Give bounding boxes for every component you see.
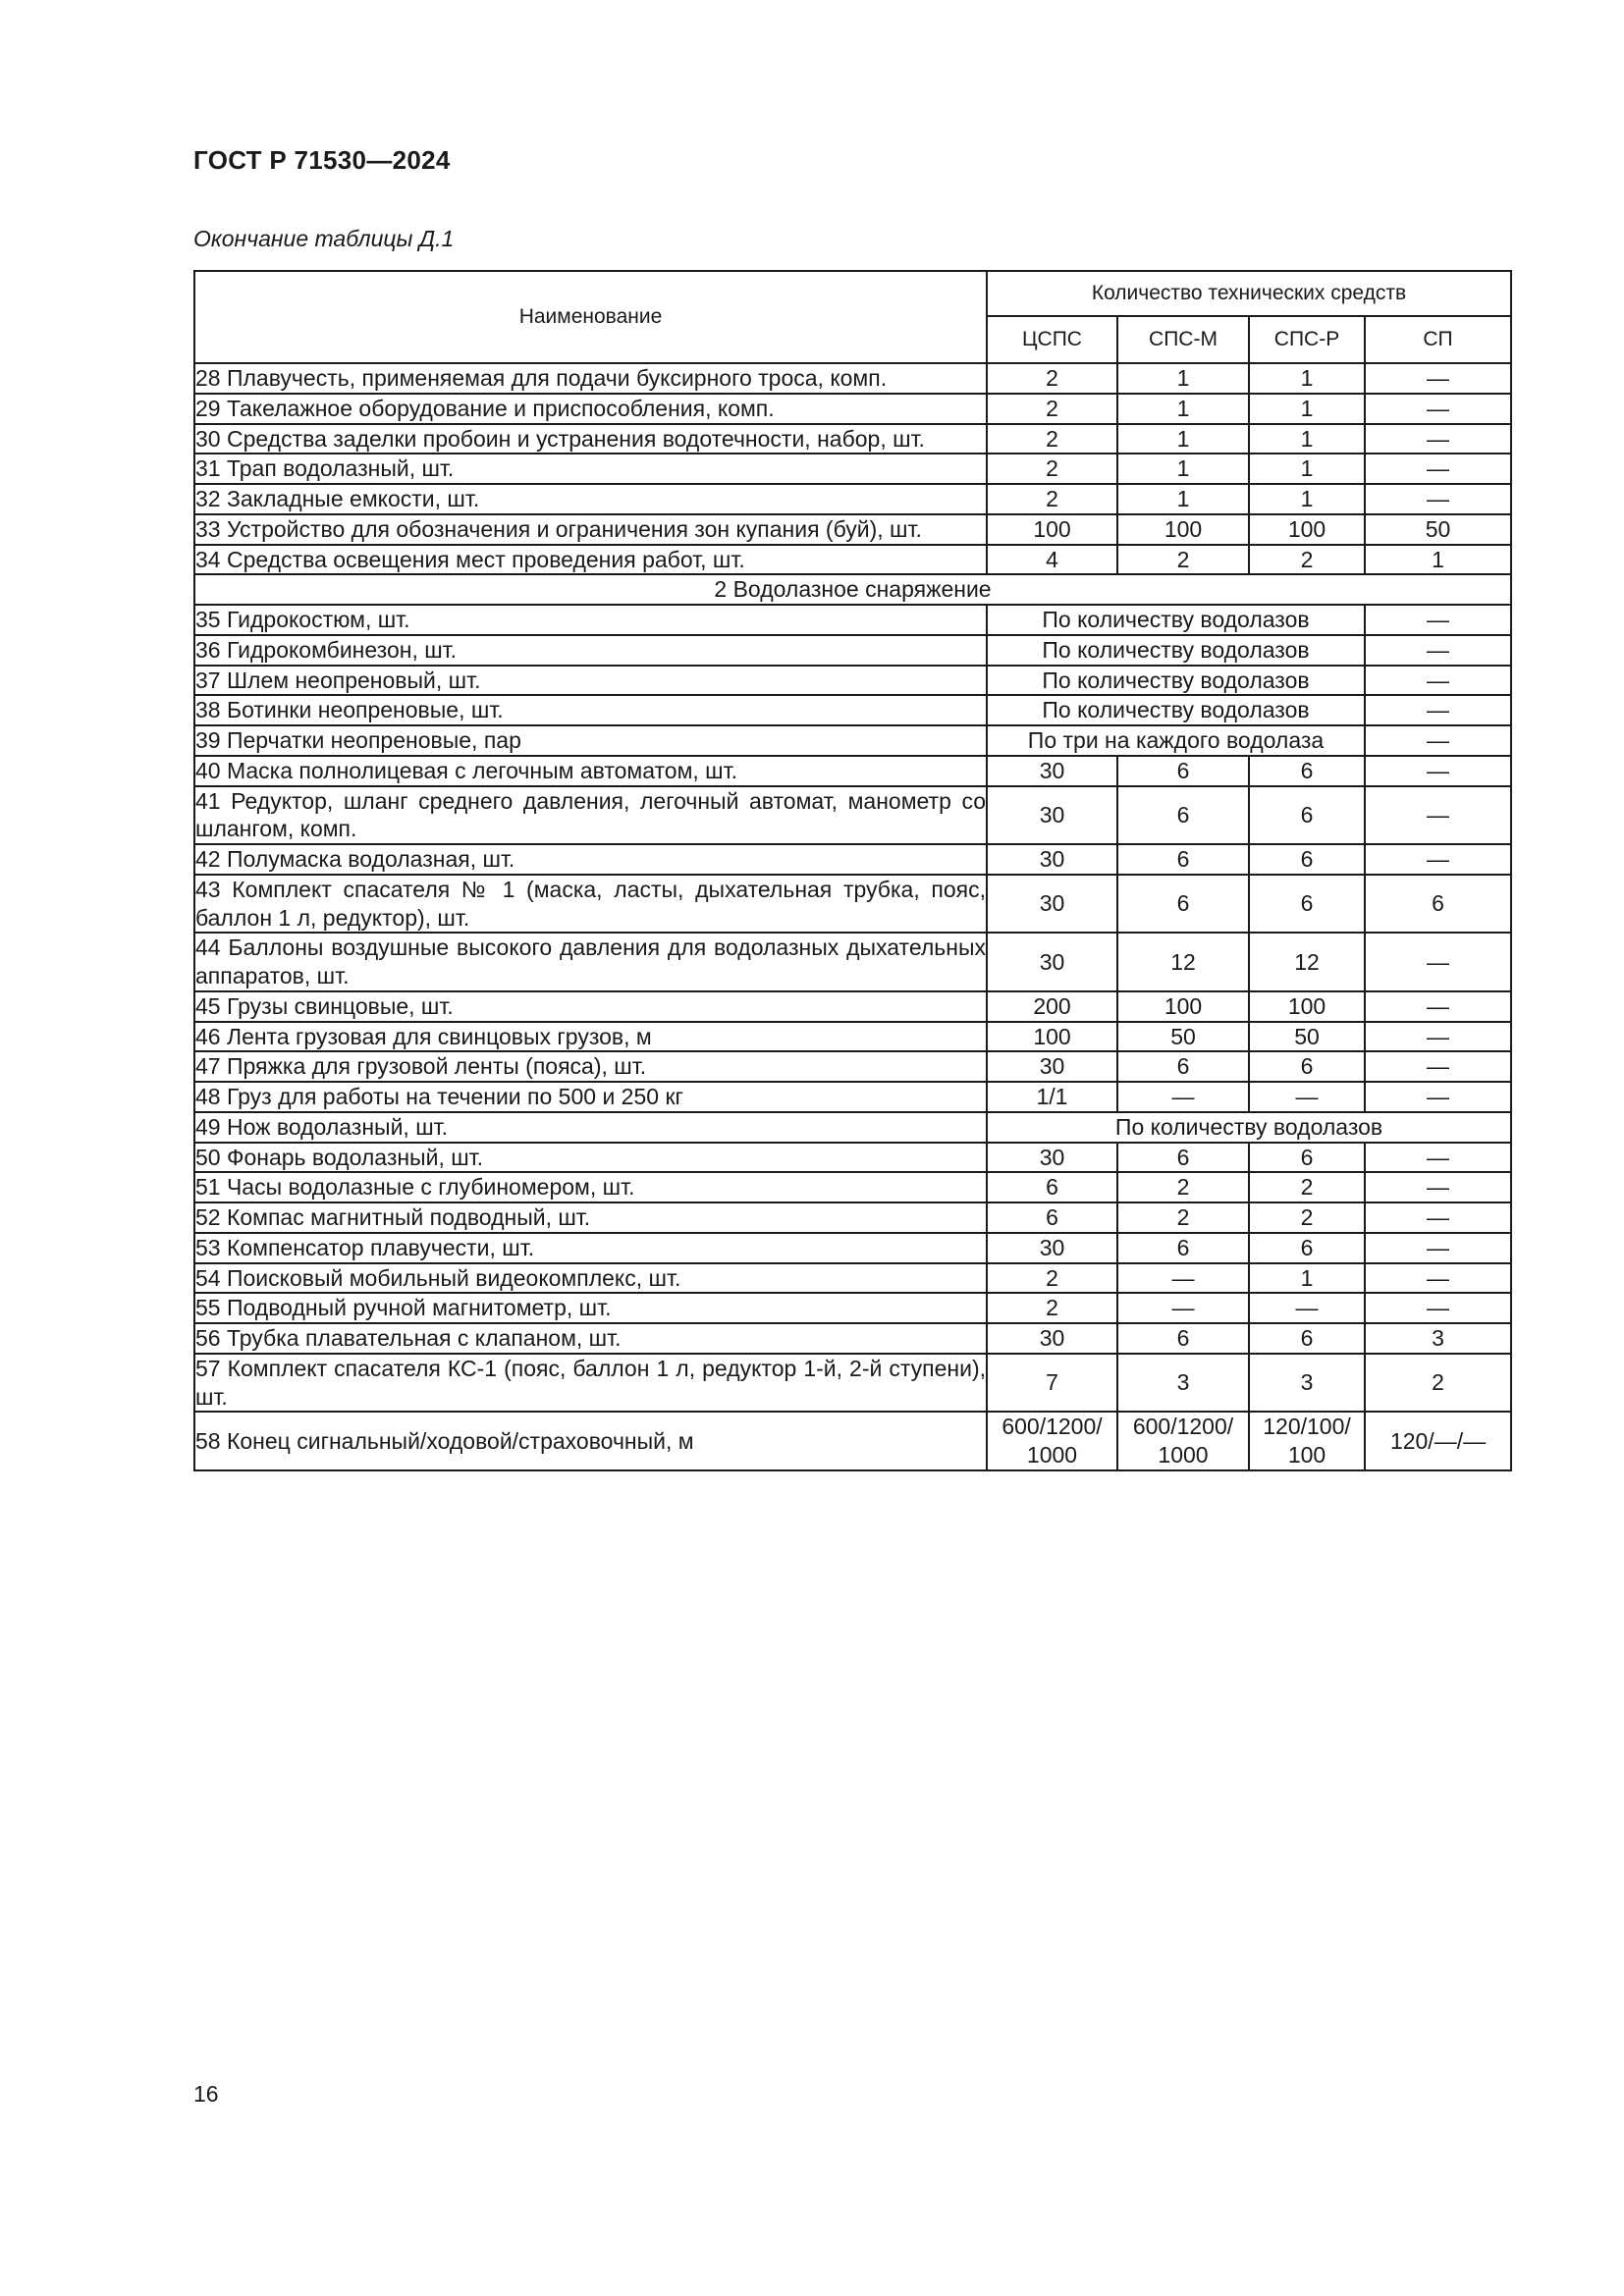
row-name-cell: 45 Грузы свинцовые, шт. — [194, 991, 987, 1022]
table-row — [194, 786, 1511, 845]
column-header-csps: ЦСПС — [987, 316, 1117, 363]
row-name-cell: 58 Конец сигнальный/ходовой/страховочный, м — [194, 1412, 987, 1470]
table-row — [194, 666, 1511, 696]
quantity-cell: 30 — [987, 756, 1117, 786]
quantity-cell: 2 — [987, 454, 1117, 484]
quantity-cell: — — [1365, 605, 1511, 635]
table-row — [194, 1233, 1511, 1263]
quantity-cell: 100 — [1117, 991, 1249, 1022]
quantity-cell: 100 — [1117, 514, 1249, 545]
quantity-cell: 1 — [1249, 454, 1365, 484]
merged-quantity-cell: По количеству водолазов — [987, 666, 1365, 696]
row-name-cell: 55 Подводный ручной магнитометр, шт. — [194, 1293, 987, 1323]
section-row — [194, 574, 1511, 605]
quantity-cell: — — [1365, 484, 1511, 514]
table-row — [194, 1412, 1511, 1470]
equipment-table — [193, 270, 1512, 1471]
quantity-cell: 6 — [1117, 1323, 1249, 1354]
quantity-cell: — — [1117, 1263, 1249, 1294]
row-name-cell: 50 Фонарь водолазный, шт. — [194, 1143, 987, 1173]
quantity-cell: 6 — [1365, 875, 1511, 934]
quantity-cell: 6 — [1117, 1051, 1249, 1082]
quantity-cell: 100 — [1249, 991, 1365, 1022]
quantity-cell: 600/1200/ 1000 — [1117, 1412, 1249, 1470]
quantity-cell: 6 — [1249, 875, 1365, 934]
quantity-cell: — — [1365, 454, 1511, 484]
quantity-cell: — — [1249, 1293, 1365, 1323]
quantity-cell: 3 — [1117, 1354, 1249, 1413]
column-header-sp: СП — [1365, 316, 1511, 363]
row-name-cell: 49 Нож водолазный, шт. — [194, 1112, 987, 1143]
quantity-cell: 30 — [987, 1143, 1117, 1173]
quantity-cell: 6 — [987, 1172, 1117, 1202]
table-row — [194, 756, 1511, 786]
quantity-cell: 6 — [1249, 1143, 1365, 1173]
quantity-cell: — — [1117, 1293, 1249, 1323]
table-row — [194, 725, 1511, 756]
quantity-cell: 2 — [987, 1293, 1117, 1323]
quantity-cell: 6 — [1249, 756, 1365, 786]
quantity-cell: 1 — [1249, 1263, 1365, 1294]
quantity-cell: 3 — [1249, 1354, 1365, 1413]
row-name-cell: 56 Трубка плавательная с клапаном, шт. — [194, 1323, 987, 1354]
quantity-cell: — — [1365, 1172, 1511, 1202]
quantity-cell: 1/1 — [987, 1082, 1117, 1112]
table-row — [194, 1354, 1511, 1413]
quantity-cell: 6 — [1117, 875, 1249, 934]
quantity-cell: — — [1365, 1293, 1511, 1323]
quantity-cell: 1 — [1249, 363, 1365, 394]
row-name-cell: 30 Средства заделки пробоин и устранения водотечности, набор, шт. — [194, 424, 987, 454]
row-name-cell: 34 Средства освещения мест проведения работ, шт. — [194, 545, 987, 575]
table-row — [194, 1082, 1511, 1112]
quantity-cell: 1 — [1117, 363, 1249, 394]
row-name-cell: 41 Редуктор, шланг среднего давления, легочный автомат, манометр со шлангом, комп. — [194, 786, 987, 845]
quantity-cell: 600/1200/ 1000 — [987, 1412, 1117, 1470]
quantity-cell: 6 — [1117, 786, 1249, 845]
table-caption: Окончание таблицы Д.1 — [193, 226, 455, 251]
quantity-cell: 2 — [1117, 545, 1249, 575]
quantity-cell: 2 — [1365, 1354, 1511, 1413]
row-name-cell: 36 Гидрокомбинезон, шт. — [194, 635, 987, 666]
row-name-cell: 47 Пряжка для грузовой ленты (пояса), шт. — [194, 1051, 987, 1082]
quantity-cell: — — [1365, 666, 1511, 696]
quantity-cell: 2 — [1249, 1202, 1365, 1233]
table-row — [194, 844, 1511, 875]
quantity-cell: — — [1365, 635, 1511, 666]
quantity-cell: 2 — [987, 394, 1117, 424]
table-row — [194, 1172, 1511, 1202]
table-row — [194, 695, 1511, 725]
quantity-cell: — — [1365, 844, 1511, 875]
name-column-header: Наименование — [194, 271, 987, 363]
quantity-cell: — — [1365, 1022, 1511, 1052]
quantity-cell: 50 — [1117, 1022, 1249, 1052]
row-name-cell: 42 Полумаска водолазная, шт. — [194, 844, 987, 875]
quantity-cell: 200 — [987, 991, 1117, 1022]
quantity-cell: 50 — [1365, 514, 1511, 545]
row-name-cell: 43 Комплект спасателя № 1 (маска, ласты, дыхательная трубка, пояс, баллон 1 л, редуктор), шт. — [194, 875, 987, 934]
table-row — [194, 545, 1511, 575]
table-row — [194, 1051, 1511, 1082]
quantity-cell: 1 — [1249, 394, 1365, 424]
table-body — [194, 363, 1511, 1470]
table-row — [194, 1112, 1511, 1143]
table-row — [194, 363, 1511, 394]
quantity-cell: — — [1365, 424, 1511, 454]
quantity-cell: 30 — [987, 1233, 1117, 1263]
quantity-cell: 50 — [1249, 1022, 1365, 1052]
quantity-cell: 7 — [987, 1354, 1117, 1413]
merged-quantity-cell: По три на каждого водолаза — [987, 725, 1365, 756]
table-row — [194, 1202, 1511, 1233]
quantity-cell: — — [1365, 394, 1511, 424]
merged-quantity-cell: По количеству водолазов — [987, 1112, 1511, 1143]
table-row — [194, 514, 1511, 545]
quantity-cell: 2 — [987, 424, 1117, 454]
row-name-cell: 54 Поисковый мобильный видеокомплекс, шт. — [194, 1263, 987, 1294]
row-name-cell: 39 Перчатки неопреновые, пар — [194, 725, 987, 756]
row-name-cell: 53 Компенсатор плавучести, шт. — [194, 1233, 987, 1263]
quantity-cell: — — [1365, 756, 1511, 786]
quantity-cell: — — [1365, 1263, 1511, 1294]
page-number: 16 — [193, 2081, 219, 2107]
quantity-cell: 30 — [987, 875, 1117, 934]
quantity-cell: — — [1117, 1082, 1249, 1112]
table-row — [194, 991, 1511, 1022]
quantity-cell: 2 — [1249, 545, 1365, 575]
row-name-cell: 46 Лента грузовая для свинцовых грузов, м — [194, 1022, 987, 1052]
quantity-cell: — — [1365, 933, 1511, 991]
quantity-cell: — — [1365, 991, 1511, 1022]
quantity-cell: — — [1365, 1143, 1511, 1173]
quantity-cell: 6 — [1249, 786, 1365, 845]
quantity-cell: 30 — [987, 933, 1117, 991]
quantity-cell: 120/100/ 100 — [1249, 1412, 1365, 1470]
quantity-cell: — — [1365, 1202, 1511, 1233]
quantity-cell: 100 — [987, 1022, 1117, 1052]
table-row — [194, 1263, 1511, 1294]
quantity-cell: 100 — [1249, 514, 1365, 545]
row-name-cell: 32 Закладные емкости, шт. — [194, 484, 987, 514]
row-name-cell: 52 Компас магнитный подводный, шт. — [194, 1202, 987, 1233]
quantity-cell: 2 — [987, 363, 1117, 394]
quantity-cell: 2 — [1117, 1172, 1249, 1202]
quantity-cell: 1 — [1117, 394, 1249, 424]
quantity-cell: 30 — [987, 1051, 1117, 1082]
table-row — [194, 454, 1511, 484]
column-header-sps-m: СПС-М — [1117, 316, 1249, 363]
quantity-cell: 6 — [1117, 756, 1249, 786]
row-name-cell: 37 Шлем неопреновый, шт. — [194, 666, 987, 696]
row-name-cell: 38 Ботинки неопреновые, шт. — [194, 695, 987, 725]
quantity-cell: 2 — [1117, 1202, 1249, 1233]
merged-quantity-cell: По количеству водолазов — [987, 605, 1365, 635]
row-name-cell: 28 Плавучесть, применяемая для подачи буксирного троса, комп. — [194, 363, 987, 394]
quantity-group-header: Количество технических средств — [987, 271, 1511, 316]
quantity-cell: 6 — [1249, 844, 1365, 875]
row-name-cell: 51 Часы водолазные с глубиномером, шт. — [194, 1172, 987, 1202]
row-name-cell: 57 Комплект спасателя КС-1 (пояс, баллон 1 л, редуктор 1-й, 2-й ступени), шт. — [194, 1354, 987, 1413]
table-row — [194, 1022, 1511, 1052]
quantity-cell: 6 — [1117, 844, 1249, 875]
table-row — [194, 484, 1511, 514]
quantity-cell: 1 — [1117, 484, 1249, 514]
table-row — [194, 605, 1511, 635]
quantity-cell: 30 — [987, 844, 1117, 875]
quantity-cell: — — [1249, 1082, 1365, 1112]
quantity-cell: — — [1365, 786, 1511, 845]
quantity-cell: 1 — [1365, 545, 1511, 575]
quantity-cell: — — [1365, 363, 1511, 394]
quantity-cell: 6 — [987, 1202, 1117, 1233]
row-name-cell: 40 Маска полнолицевая с легочным автоматом, шт. — [194, 756, 987, 786]
quantity-cell: — — [1365, 695, 1511, 725]
table-row — [194, 875, 1511, 934]
quantity-cell: 1 — [1117, 454, 1249, 484]
quantity-cell: 100 — [987, 514, 1117, 545]
row-name-cell: 44 Баллоны воздушные высокого давления для водолазных дыхательных аппаратов, шт. — [194, 933, 987, 991]
table-row — [194, 1323, 1511, 1354]
row-name-cell: 33 Устройство для обозначения и ограничения зон купания (буй), шт. — [194, 514, 987, 545]
table-row — [194, 635, 1511, 666]
merged-quantity-cell: По количеству водолазов — [987, 635, 1365, 666]
quantity-cell: — — [1365, 1233, 1511, 1263]
quantity-cell: 12 — [1117, 933, 1249, 991]
quantity-cell: 30 — [987, 1323, 1117, 1354]
quantity-cell: 4 — [987, 545, 1117, 575]
table-row — [194, 1293, 1511, 1323]
quantity-cell: 1 — [1249, 424, 1365, 454]
quantity-cell: — — [1365, 1051, 1511, 1082]
quantity-cell: 6 — [1249, 1051, 1365, 1082]
quantity-cell: — — [1365, 725, 1511, 756]
quantity-cell: 2 — [987, 1263, 1117, 1294]
quantity-cell: 1 — [1117, 424, 1249, 454]
table-row — [194, 933, 1511, 991]
quantity-cell: 30 — [987, 786, 1117, 845]
quantity-cell: 2 — [987, 484, 1117, 514]
quantity-cell: 6 — [1117, 1143, 1249, 1173]
row-name-cell: 31 Трап водолазный, шт. — [194, 454, 987, 484]
row-name-cell: 35 Гидрокостюм, шт. — [194, 605, 987, 635]
quantity-cell: 2 — [1249, 1172, 1365, 1202]
quantity-cell: 6 — [1249, 1323, 1365, 1354]
document-id: ГОСТ Р 71530—2024 — [193, 145, 451, 175]
table-row — [194, 424, 1511, 454]
quantity-cell: 6 — [1249, 1233, 1365, 1263]
table-row — [194, 1143, 1511, 1173]
quantity-cell: 3 — [1365, 1323, 1511, 1354]
table-row — [194, 394, 1511, 424]
quantity-cell: — — [1365, 1082, 1511, 1112]
quantity-cell: 6 — [1117, 1233, 1249, 1263]
merged-quantity-cell: По количеству водолазов — [987, 695, 1365, 725]
quantity-cell: 120/—/— — [1365, 1412, 1511, 1470]
column-header-sps-r: СПС-Р — [1249, 316, 1365, 363]
row-name-cell: 48 Груз для работы на течении по 500 и 250 кг — [194, 1082, 987, 1112]
row-name-cell: 29 Такелажное оборудование и приспособления, комп. — [194, 394, 987, 424]
section-title: 2 Водолазное снаряжение — [194, 574, 1511, 605]
quantity-cell: 1 — [1249, 484, 1365, 514]
quantity-cell: 12 — [1249, 933, 1365, 991]
